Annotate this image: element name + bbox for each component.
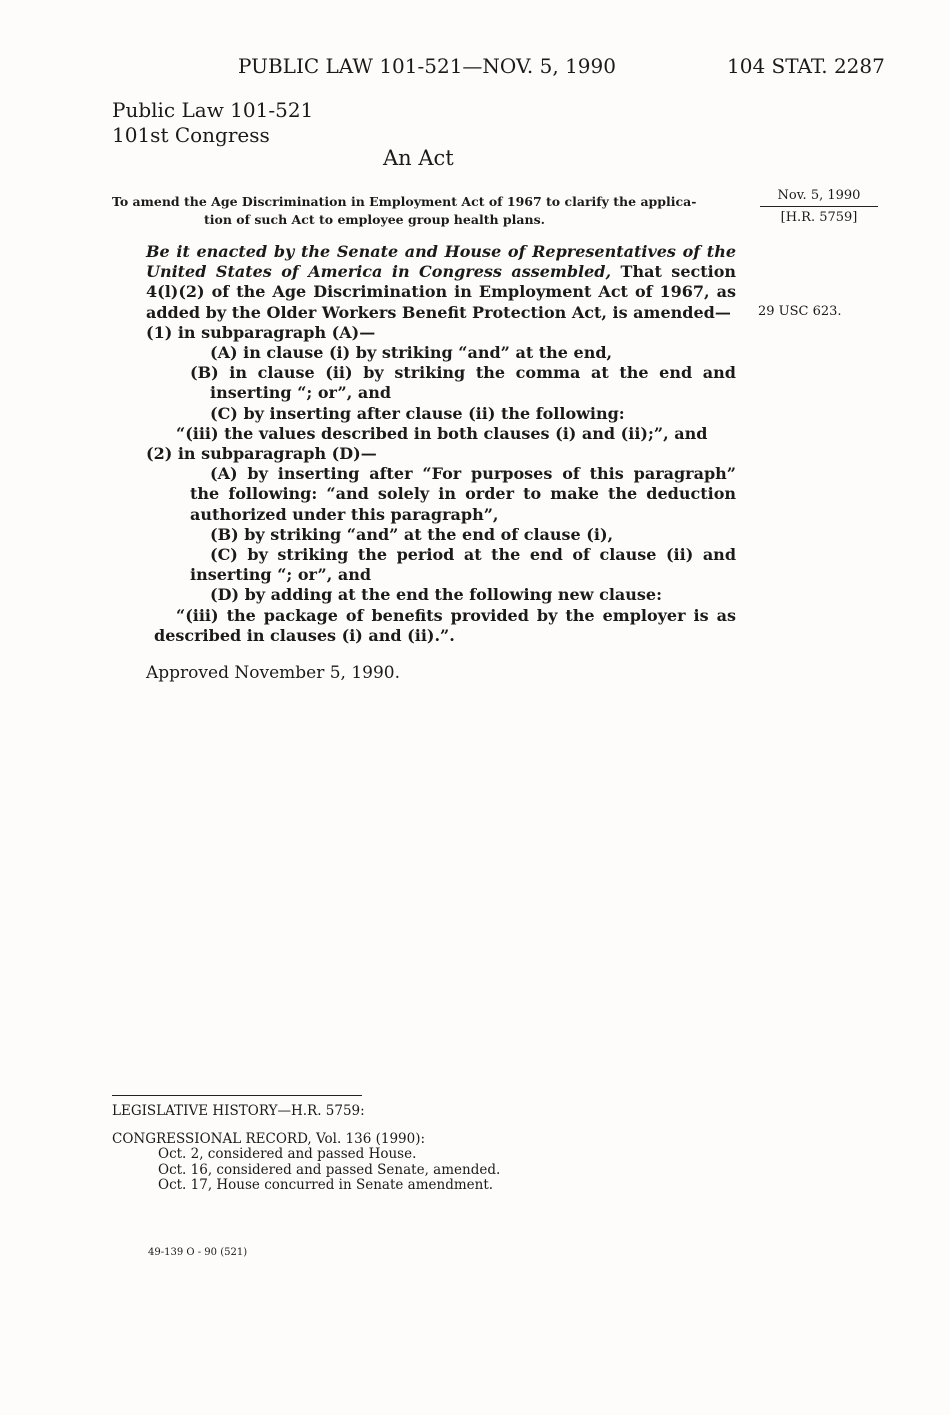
running-head-title: PUBLIC LAW 101-521—NOV. 5, 1990 [238, 54, 616, 78]
running-head-stat: 104 STAT. 2287 [727, 54, 885, 78]
legislative-history [112, 1104, 500, 1194]
act-heading: An Act [383, 146, 454, 170]
enactment-date: Nov. 5, 1990 [760, 188, 878, 207]
usc-margin-note: 29 USC 623. [758, 304, 842, 319]
purpose-line-1: To amend the Age Discrimination in Employment Act of 1967 to clarify the applica- [112, 194, 697, 209]
paragraph-1-c: (C) by inserting after clause (ii) the following: [210, 403, 625, 423]
history-entry: Oct. 17, House concurred in Senate amendment. [158, 1177, 494, 1193]
congressional-record: CONGRESSIONAL RECORD, Vol. 136 (1990): [112, 1130, 426, 1147]
paragraph-2: (2) in subparagraph (D)— [146, 444, 377, 464]
enacting-provision: That section 4(l)(2) of the Age Discrimination in Employment Act of 1967, as added by the Older Workers Benefit Protection Act, is amended— [146, 262, 737, 322]
purpose-clause [112, 193, 740, 229]
law-number: Public Law 101-521 [112, 98, 314, 122]
bill-number: [H.R. 5759] [780, 210, 858, 225]
congress-number: 101st Congress [112, 123, 270, 147]
enacting-clause [112, 242, 736, 323]
history-entry: Oct. 2, considered and passed House. [158, 1146, 417, 1162]
paragraph-2-a: (A) by inserting after “For purposes of this paragraph” the following: “and solely in order to make the deduction authorized under this paragraph”, [190, 464, 736, 524]
paragraph-2-d: (D) by adding at the end the following new clause: [210, 585, 662, 605]
history-entry: Oct. 16, considered and passed Senate, amended. [158, 1161, 501, 1178]
date-margin-note [760, 188, 878, 225]
paragraph-2-c: (C) by striking the period at the end of clause (ii) and inserting “; or”, and [190, 545, 736, 585]
legislative-history-heading: LEGISLATIVE HISTORY—H.R. 5759: [112, 1103, 365, 1119]
purpose-line-2: tion of such Act to employee group health plans. [204, 212, 545, 227]
paragraph-1-b: (B) in clause (ii) by striking the comma at the end and inserting “; or”, and [190, 363, 736, 403]
print-code: 49-139 O - 90 (521) [148, 1247, 248, 1258]
footnote-divider [112, 1095, 362, 1096]
paragraph-1-c-clause-iii: “(iii) the values described in both clauses (i) and (ii);”, and [176, 423, 708, 443]
law-designation [112, 98, 313, 148]
approval-line: Approved November 5, 1990. [146, 663, 401, 683]
paragraph-2-b: (B) by striking “and” at the end of clause (i), [210, 524, 614, 544]
paragraph-2-d-clause-iii: “(iii) the package of benefits provided by the employer is as described in clauses (i) and (ii).”. [154, 605, 736, 645]
paragraph-1-a: (A) in clause (i) by striking “and” at the end, [210, 343, 613, 363]
enacting-text [112, 242, 736, 646]
enacting-formula: Be it enacted by the Senate and House of Representatives of the United States of America in Congress assembled, [146, 242, 736, 282]
paragraph-1: (1) in subparagraph (A)— [146, 322, 376, 342]
